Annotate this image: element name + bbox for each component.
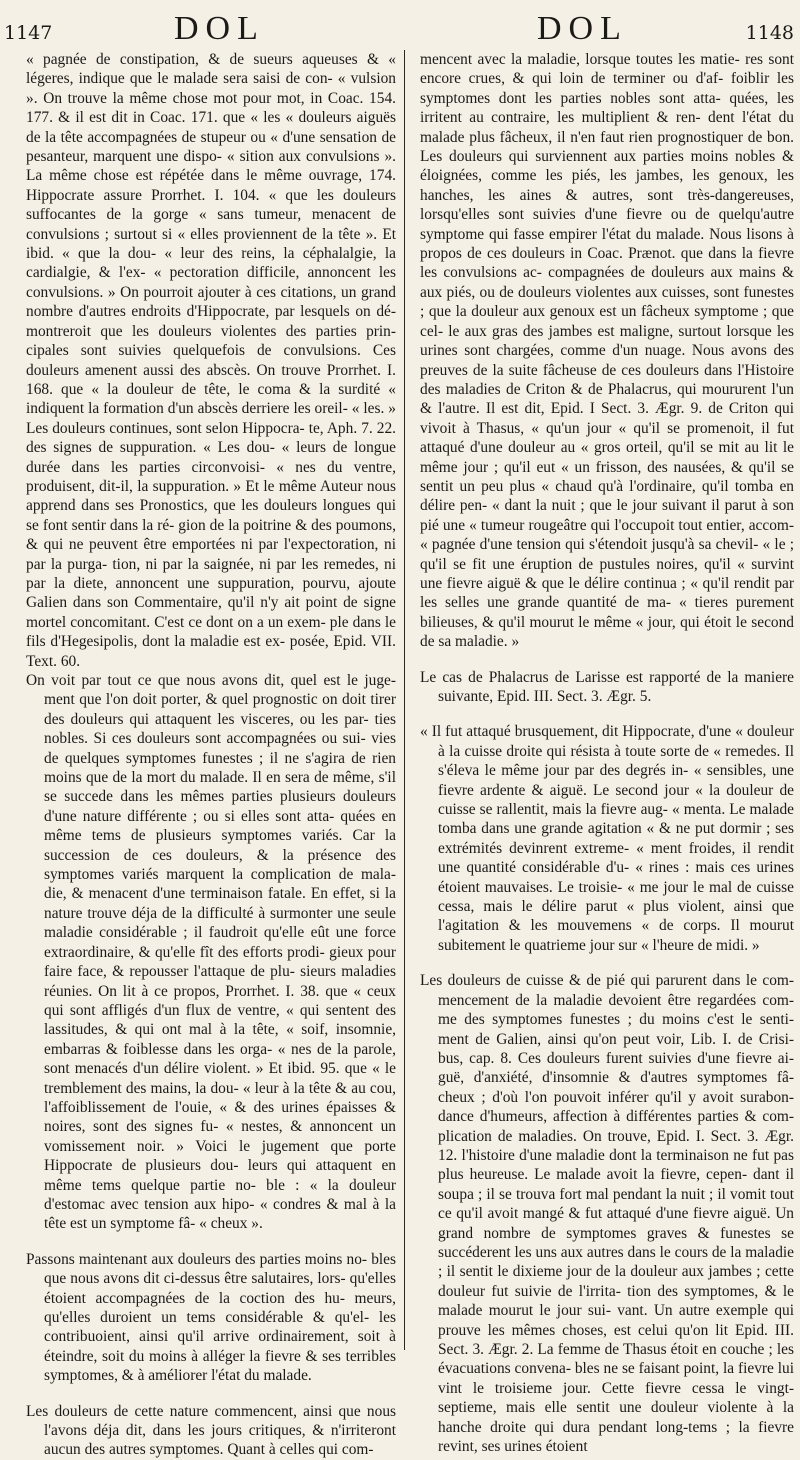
right-paragraph-4: Les douleurs de cuisse & de pié qui parurent dans le com- mencement de la maladie devoient être regardées com- me des symptomes funestes ; du moins c'est le senti- ment de Galien, ainsi qu'on peut voir, Lib. I. de Crisi- bus, cap. 8. Ces douleurs furent suivies d'une fievre ai- guë, d'anxiété, d'insomnie & d'autres symptomes fâ- cheux ; d'où l'on pouvoit inférer qu'il y avoit surabon- dance d'humeurs, affection à différentes parties & com- plication de maladies. On trouve, Epid. I. Sect. 3. Ægr. 12. l'histoire d'une maladie dont la terminaison ne fut pas plus heureuse. Le malade avoit la fievre, cepen- dant il soupa ; il se trouva fort mal pendant la nuit ; il vomit tout ce qu'il avoit mangé & fut attaqué d'une fievre aiguë. Un grand nombre de symptomes graves & funestes se succéderent les uns aux autres dans le cours de la maladie ; il sentit le dixieme jour de la douleur aux jambes ; cette douleur fut suivie de l'irrita- tion des symptomes, & le malade mourut le jour sui- vant. Un autre exemple qui prouve les mêmes choses, est celui qu'on lit Epid. III. Sect. 3. Ægr. 2. La femme de Thasus étoit en couche ; les évacuations convena- bles ne se faisant point, la fievre lui vint le troisieme jour. Cette fievre cessa le vingt-septieme, mais elle sentit une douleur violente à la hanche droite qui dura pendant long-tems ; la fievre revint, ses urines étoient xyxy=(420,972,794,1456)
left-paragraph-2: On voit par tout ce que nous avons dit, quel est le juge- ment que l'on doit porter, & quel prognostic on doit tirer des douleurs qui attaquent les visceres, ou les par- ties nobles. Si ces douleurs sont accompagnées ou sui- vies de quelques symptomes funestes ; il ne s'agira de rien moins que de la mort du malade. Il en sera de même, s'il se succede dans les mêmes parties plusieurs douleurs d'une nature différente ; ou si elles sont atta- quées en même tems de plusieurs symptomes variés. Car la succession de ces douleurs, & la présence des symptomes variés marquent la complication de mala- die, & menacent d'une terminaison fatale. En effet, si la nature trouve déja de la difficulté à surmonter une seule maladie considérable ; il faudroit qu'elle eût une force extraordinaire, & qu'elle fît des efforts prodi- gieux pour faire face, & repousser l'attaque de plu- sieurs maladies réunies. On lit à ce propos, Prorrhet. I. 38. que « ceux qui sont affligés d'un flux de ventre, « qui sentent des lassitudes, & qui ont mal à la tête, « soif, insomnie, embarras & foiblesse dans les orga- « nes de la parole, sont menacés d'un délire violent. » Et ibid. 95. que « le tremblement des mains, la dou- « leur à la tête & au cou, l'affoiblissement de l'ouie, « & des urines épaisses & noires, sont des signes fu- « nestes, & annoncent un vomissement noir. » Voici le jugement que porte Hippocrate de plusieurs dou- leurs qui attaquent en même tems quelque partie no- ble : « la douleur d'estomac avec tension aux hipo- « condres & mal à la tête est un symptome fâ- « cheux ». xyxy=(26,672,396,1233)
right-paragraph-2: Le cas de Phalacrus de Larisse est rapporté de la maniere suivante, Epid. III. Sect. 3. Ægr. 5. xyxy=(420,668,794,705)
right-page-number: 1148 xyxy=(745,22,794,44)
right-paragraph-1: mencent avec la maladie, lorsque toutes les matie- res sont encore crues, & qui loin de terminer ou d'af- foiblir les symptomes dont les parties nobles sont atta- quées, les irritent au contraire, les multiplient & ren- dent l'état du malade plus fâcheux, il n'en faut rien prognostiquer de bon. Les douleurs qui surviennent aux parties moins nobles & éloignées, comme les piés, les jambes, les genoux, les hanches, les aines & autres, sont très-dangereuses, lorsqu'elles sont suivies d'une fievre ou de quelqu'autre symptome qui fasse empirer l'état du malade. Nous lisons à propos de ces douleurs in Coac. Prænot. que dans la fievre les convulsions ac- compagnées de douleurs aux mains & aux piés, ou de douleurs violentes aux cuisses, sont funestes ; que la douleur aux genoux est un fâcheux symptome ; que cel- le aux gras des jambes est maligne, surtout lorsque les urines sont chargées, comme d'un nuage. Nous avons des preuves de la suite fâcheuse de ces douleurs dans l'Histoire des maladies de Criton & de Phalacrus, qui moururent l'un & l'autre. Il est dit, Epid. I Sect. 3. Ægr. 9. de Criton qui vivoit à Thasus, « qu'un jour « qu'il se promenoit, il fut attaqué d'une douleur au « gros orteil, qu'il se mit au lit le même jour ; qu'il eut « un frisson, des nausées, & qu'il se sentit un peu plus « chaud qu'à l'ordinaire, qu'il tomba en délire pen- « dant la nuit ; que le jour suivant il parut à son pié une « tumeur rougeâtre qui l'occupoit tout entier, accom- « pagnée d'une tension qui s'étendoit jusqu'à sa chevil- « le ; qu'il se fit une éruption de pustules noires, qu'il « survint une fievre aiguë & que le délire continua ; « qu'il rendit par les selles une grande quantité de ma- « tieres purement bilieuses, & qu'il mourut le même « jour, qui étoit le second de sa maladie. » xyxy=(420,51,794,651)
paragraph-gap xyxy=(420,706,794,722)
paragraph-gap xyxy=(420,955,794,971)
left-running-head: DOL xyxy=(174,10,265,47)
right-running-head: DOL xyxy=(537,10,628,47)
left-column xyxy=(26,50,396,1459)
column-divider xyxy=(404,50,405,1350)
right-paragraph-3: « Il fut attaqué brusquement, dit Hippocrate, d'une « douleur à la cuisse droite qui résista à toute sorte de « remedes. Il s'éleva le même jour par des degrés in- « sensibles, une fievre ardente & aiguë. Le second jour « la douleur de cuisse se rallentit, mais la fievre aug- « menta. Le malade tomba dans une grande agitation « & ne put dormir ; ses extrémités devinrent extreme- « ment froides, il rendit une quantité considérable d'u- « rines : mais ces urines étoient mauvaises. Le troisie- « me jour le mal de cuisse cessa, mais le délire parut « plus violent, ainsi que l'agitation & les mouvemens « de corps. Il mourut subitement le quatrieme jour sur « l'heure de midi. » xyxy=(420,723,794,954)
page-header xyxy=(0,0,800,48)
right-column xyxy=(420,50,794,1456)
left-paragraph-4: Les douleurs de cette nature commencent, ainsi que nous l'avons déja dit, dans les jours critiques, & n'irriteront aucun des autres symptomes. Quant à celles qui com- xyxy=(26,1402,396,1459)
left-paragraph-1: « pagnée de constipation, & de sueurs aqueuses & « légeres, indique que le malade sera saisi de con- « vulsion ». On trouve la même chose mot pour mot, in Coac. 154. 177. & il est dit in Coac. 171. que « les « douleurs aiguës de la tête accompagnées de stupeur ou « d'une sensation de pesanteur, marquent une dispo- « sition aux convulsions ». La même chose est répétée dans le même ouvrage, 174. Hippocrate assure Prorrhet. I. 104. « que les douleurs suffocantes de la gorge « sans tumeur, menacent de convulsions ; surtout si « elles proviennent de la tête ». Et ibid. « que la dou- « leur des reins, la céphalalgie, la cardialgie, & l'ex- « pectoration difficile, annoncent les convulsions. » On pourroit ajouter à ces citations, un grand nombre d'autres endroits d'Hippocrate, par lesquels on dé- montreroit que les douleurs violentes des parties prin- cipales sont suivies quelquefois de convulsions. Ces douleurs amenent aussi des abscès. On trouve Prorrhet. I. 168. que « la douleur de tête, le coma & la surdité « indiquent la formation d'un abscès derriere les oreil- « les. » Les douleurs continues, sont selon Hippocra- te, Aph. 7. 22. des signes de suppuration. « Les dou- « leurs de longue durée dans les parties circonvoisi- « nes du ventre, produisent, dit-il, la suppuration. » Et le même Auteur nous apprend dans ses Pronostics, que les douleurs longues qui se font sentir dans la ré- gion de la poitrine & des poumons, & qui ne peuvent être emportées ni par l'expectoration, ni par la purga- tion, ni par la saignée, ni par les remedes, ni par la diete, annoncent une suppuration, pourvu, ajoute Galien dans son Commentaire, qu'il n'y ait point de signe mortel concomitant. C'est ce dont on a un exem- ple dans le fils d'Hegesipolis, dont la maladie est ex- posée, Epid. VII. Text. 60. xyxy=(26,51,396,670)
left-paragraph-3: Passons maintenant aux douleurs des parties moins no- bles que nous avons dit ci-dessus être salutaires, lors- qu'elles étoient accompagnées de la coction des hu- meurs, qu'elles duroient un tems considérable & qu'el- les contribuoient, ainsi qu'il arrive ordinairement, soit à éteindre, soit du moins à alléger la fievre & ses terribles symptomes, & à améliorer l'état du malade. xyxy=(26,1250,396,1385)
paragraph-gap xyxy=(26,1234,396,1250)
left-page-number: 1147 xyxy=(4,22,53,44)
paragraph-gap xyxy=(420,652,794,668)
paragraph-gap xyxy=(26,1386,396,1402)
